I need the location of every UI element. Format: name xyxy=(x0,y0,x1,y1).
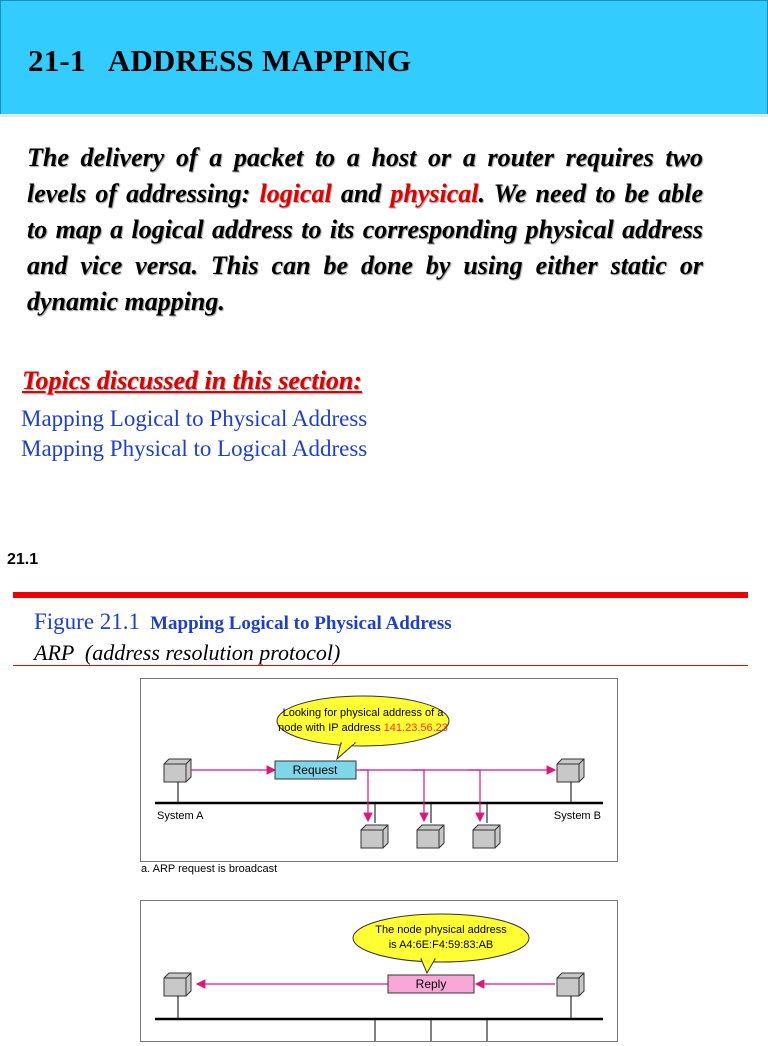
intro-text-1: The delivery of a packet to a host or a router requires two levels of addressing: xyxy=(27,143,703,208)
speech-bubble xyxy=(353,914,529,962)
arp-request-panel xyxy=(140,678,618,862)
slide-title: 21-1 ADDRESS MAPPING xyxy=(28,43,412,78)
intro-text-2: . We need to be able to map a logical address to its corresponding physical address and vice versa. This can be done by using either static or dynamic mapping. xyxy=(27,179,703,316)
intro-and: and xyxy=(331,179,391,208)
system-b-node xyxy=(557,973,584,996)
reply-bubble-line1: The node physical address xyxy=(375,924,507,936)
title-bar-shadow xyxy=(0,114,768,117)
request-label: Request xyxy=(292,763,338,777)
system-a-node xyxy=(164,973,191,996)
topics-heading: Topics discussed in this section: xyxy=(22,366,362,395)
intro-paragraph xyxy=(27,140,703,320)
system-a-label: System A xyxy=(157,810,204,822)
arp-request-diagram xyxy=(141,679,617,861)
red-divider xyxy=(13,592,748,598)
figure-title: Mapping Logical to Physical Address xyxy=(150,613,452,634)
topic-item: Mapping Physical to Logical Address xyxy=(21,436,368,461)
slide-number: 21.1 xyxy=(7,551,39,568)
bubble-text-line1: Looking for physical address of a xyxy=(282,707,444,719)
host-node xyxy=(361,825,388,848)
panel-a-caption: a. ARP request is broadcast xyxy=(141,863,278,875)
reply-label: Reply xyxy=(415,977,447,991)
logical-keyword: logical xyxy=(259,179,332,208)
figure-number: Figure 21.1 xyxy=(34,609,141,634)
speech-bubble xyxy=(277,696,449,746)
system-b-node xyxy=(557,759,584,782)
host-node xyxy=(417,825,444,848)
arp-reply-panel xyxy=(140,900,618,1042)
topic-item: Mapping Logical to Physical Address xyxy=(21,406,368,431)
reply-bubble-line2: is A4:6E:F4:59:83:AB xyxy=(388,939,494,951)
host-node xyxy=(473,825,500,848)
figure-subtitle: ARP (address resolution protocol) xyxy=(34,640,341,665)
arp-reply-diagram xyxy=(141,901,617,1041)
bubble-text-line2: node with IP address 141.23.56.23 xyxy=(278,722,448,734)
system-b-label: System B xyxy=(553,810,601,822)
title-bar xyxy=(0,0,768,116)
physical-keyword: physical xyxy=(390,179,479,208)
thin-divider xyxy=(13,665,748,666)
figure-caption xyxy=(34,609,452,635)
system-a-node xyxy=(164,759,191,782)
